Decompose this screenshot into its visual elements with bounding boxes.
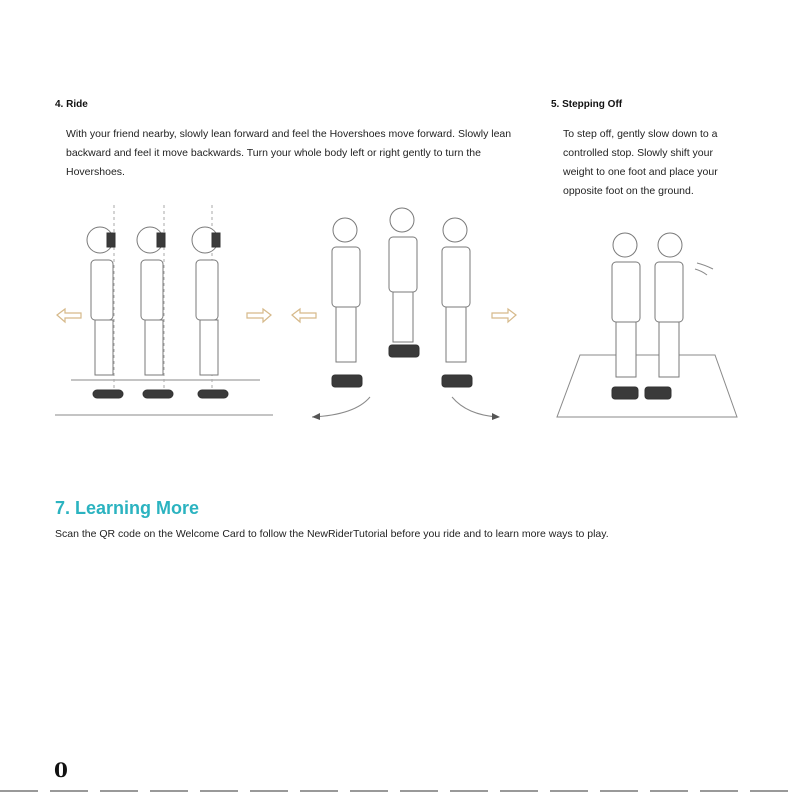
step5-heading: 5. Stepping Off [551, 99, 623, 110]
rider-figure [192, 227, 228, 398]
step4-heading: 4. Ride [55, 99, 88, 110]
rider-figure [137, 227, 173, 398]
rider-figure [87, 227, 123, 398]
arrow-left-icon [57, 309, 81, 322]
rider-figure [645, 233, 683, 399]
turn-illustration [290, 205, 520, 420]
lean-illustration [55, 205, 275, 420]
curved-arrow-left-icon [312, 397, 370, 417]
rider-figure [332, 218, 362, 387]
bottom-rule [0, 790, 795, 792]
page-number: 0 [54, 758, 68, 782]
rider-figure [389, 208, 419, 357]
arrow-right-icon [247, 309, 271, 322]
section-title: 7. Learning More [55, 498, 200, 518]
arrow-left-icon [292, 309, 316, 322]
step-off-illustration [555, 225, 740, 420]
arrow-right-icon [492, 309, 516, 322]
rider-figure [442, 218, 472, 387]
rider-figure [612, 233, 640, 399]
step5-instructions: To step off, gently slow down to a controlled stop. Slowly shift your weight to one foot and place your opposite foot on the ground. [563, 128, 718, 197]
curved-arrow-right-icon [452, 397, 498, 417]
step4-instructions: With your friend nearby, slowly lean forward and feel the Hovershoes move forward. Slowly lean backward and feel it move backwards. Turn your whole body left or right gently to turn the Hovershoes. [66, 128, 512, 178]
section-body: Scan the QR code on the Welcome Card to follow the NewRiderTutorial before you ride and to learn more ways to play. [55, 528, 609, 540]
